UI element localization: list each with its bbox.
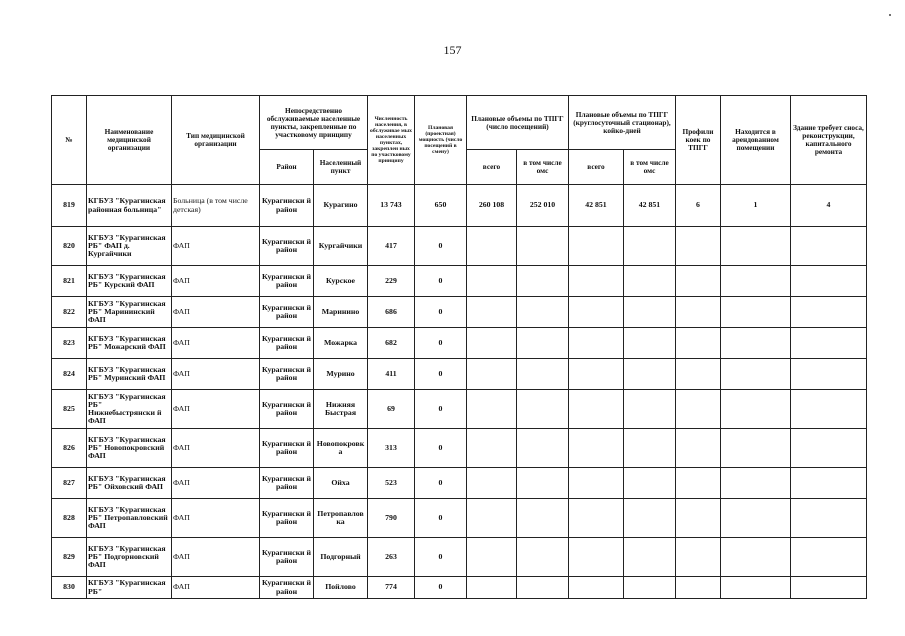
row-rented: 1 (721, 185, 791, 227)
row-repair (791, 538, 867, 577)
row-visits-total: 260 108 (467, 185, 517, 227)
row-district: Курагински й район (260, 328, 314, 359)
row-capacity: 0 (415, 538, 467, 577)
row-settlement: Курское (314, 266, 368, 297)
table-row (52, 429, 867, 468)
row-number: 819 (52, 185, 87, 227)
row-repair (791, 328, 867, 359)
row-population: 790 (368, 499, 415, 538)
table-row (52, 499, 867, 538)
row-beds-total (569, 499, 624, 538)
header-capacity: Плановая (проектная) мощность (число посещений в смену) (415, 96, 467, 185)
row-capacity: 0 (415, 359, 467, 390)
row-beds-oms (624, 538, 676, 577)
header-rented: Находится в арендованном помещении (721, 96, 791, 185)
row-profile (676, 359, 721, 390)
row-beds-total (569, 538, 624, 577)
page-number: 157 (443, 43, 462, 57)
table-row (52, 390, 867, 429)
row-population: 686 (368, 297, 415, 328)
header-group-tpgg-visits: Плановые объемы по ТПГГ (число посещений) (467, 96, 569, 150)
row-rented (721, 328, 791, 359)
row-beds-oms (624, 499, 676, 538)
row-population: 682 (368, 328, 415, 359)
table-row (52, 297, 867, 328)
row-number: 827 (52, 468, 87, 499)
row-type: ФАП (172, 266, 260, 297)
row-district: Курагински й район (260, 538, 314, 577)
row-rented (721, 538, 791, 577)
row-settlement: Петропавлов ка (314, 499, 368, 538)
row-type: Больница (в том числе детская) (172, 185, 260, 227)
header-district: Район (260, 150, 314, 185)
row-org-name: КГБУЗ "Курагинская РБ" (87, 577, 172, 599)
row-type: ФАП (172, 577, 260, 599)
facilities-table (51, 95, 867, 599)
row-population: 229 (368, 266, 415, 297)
row-org-name: КГБУЗ "Курагинская РБ" Подгорновский ФАП (87, 538, 172, 577)
row-district: Курагински й район (260, 266, 314, 297)
row-visits-total (467, 538, 517, 577)
row-type: ФАП (172, 359, 260, 390)
row-capacity: 0 (415, 468, 467, 499)
row-repair (791, 577, 867, 599)
row-settlement: Ойха (314, 468, 368, 499)
row-org-name: КГБУЗ "Курагинская районная больница" (87, 185, 172, 227)
row-beds-total (569, 328, 624, 359)
row-type: ФАП (172, 499, 260, 538)
table-row (52, 328, 867, 359)
row-visits-oms (517, 266, 569, 297)
row-profile (676, 429, 721, 468)
row-beds-total (569, 390, 624, 429)
row-org-name: КГБУЗ "Курагинская РБ" Можарский ФАП (87, 328, 172, 359)
row-district: Курагински й район (260, 499, 314, 538)
table-row (52, 185, 867, 227)
row-visits-oms (517, 359, 569, 390)
row-settlement: Курагино (314, 185, 368, 227)
row-beds-oms (624, 359, 676, 390)
row-visits-oms (517, 297, 569, 328)
row-district: Курагински й район (260, 297, 314, 328)
row-number: 829 (52, 538, 87, 577)
row-type: ФАП (172, 390, 260, 429)
row-capacity: 0 (415, 429, 467, 468)
row-org-name: КГБУЗ "Курагинская РБ" Марининский ФАП (87, 297, 172, 328)
row-rented (721, 266, 791, 297)
row-beds-oms (624, 577, 676, 599)
row-beds-oms (624, 266, 676, 297)
row-rented (721, 499, 791, 538)
row-repair (791, 297, 867, 328)
header-org: Наименование медицинской организации (87, 96, 172, 185)
row-rented (721, 468, 791, 499)
row-settlement: Мурино (314, 359, 368, 390)
row-beds-total (569, 468, 624, 499)
row-profile: 6 (676, 185, 721, 227)
row-settlement: Можарка (314, 328, 368, 359)
row-rented (721, 390, 791, 429)
row-district: Курагински й район (260, 468, 314, 499)
row-beds-total (569, 297, 624, 328)
row-settlement: Пойлово (314, 577, 368, 599)
row-visits-oms (517, 390, 569, 429)
row-visits-total (467, 328, 517, 359)
header-population: Численность населения, в обслуживае мых населенных пунктах, закреплен ных по участковому принципу (368, 96, 415, 185)
row-org-name: КГБУЗ "Курагинская РБ" Петропавловский ФАП (87, 499, 172, 538)
header-num: № (52, 96, 87, 185)
row-district: Курагински й район (260, 227, 314, 266)
row-population: 69 (368, 390, 415, 429)
corner-mark (889, 14, 891, 16)
row-rented (721, 297, 791, 328)
row-district: Курагински й район (260, 185, 314, 227)
row-rented (721, 429, 791, 468)
row-org-name: КГБУЗ "Курагинская РБ" Ойховский ФАП (87, 468, 172, 499)
row-district: Курагински й район (260, 429, 314, 468)
row-settlement: Маринино (314, 297, 368, 328)
row-profile (676, 297, 721, 328)
row-type: ФАП (172, 297, 260, 328)
row-visits-total (467, 577, 517, 599)
row-settlement: Подгорный (314, 538, 368, 577)
row-profile (676, 577, 721, 599)
row-org-name: КГБУЗ "Курагинская РБ" ФАП д. Кургайчики (87, 227, 172, 266)
row-visits-total (467, 227, 517, 266)
table-row (52, 227, 867, 266)
row-repair (791, 390, 867, 429)
row-type: ФАП (172, 429, 260, 468)
row-repair (791, 359, 867, 390)
row-settlement: Нижняя Быстрая (314, 390, 368, 429)
row-visits-total (467, 468, 517, 499)
row-beds-oms (624, 429, 676, 468)
row-population: 774 (368, 577, 415, 599)
row-capacity: 0 (415, 227, 467, 266)
row-profile (676, 468, 721, 499)
row-district: Курагински й район (260, 359, 314, 390)
row-rented (721, 359, 791, 390)
row-population: 263 (368, 538, 415, 577)
row-profile (676, 328, 721, 359)
header-group-points: Непосредственно обслуживаемые населенные пункты, закрепленные по участковому принципу (260, 96, 368, 150)
row-visits-oms: 252 010 (517, 185, 569, 227)
row-rented (721, 227, 791, 266)
row-settlement: Кургайчики (314, 227, 368, 266)
row-population: 417 (368, 227, 415, 266)
header-visits-total: всего (467, 150, 517, 185)
row-rented (721, 577, 791, 599)
row-org-name: КГБУЗ "Курагинская РБ" Курский ФАП (87, 266, 172, 297)
row-profile (676, 538, 721, 577)
row-number: 828 (52, 499, 87, 538)
row-repair: 4 (791, 185, 867, 227)
row-visits-oms (517, 577, 569, 599)
row-capacity: 0 (415, 499, 467, 538)
table-body (52, 185, 867, 599)
row-number: 821 (52, 266, 87, 297)
row-org-name: КГБУЗ "Курагинская РБ" Новопокровский ФАП (87, 429, 172, 468)
row-beds-total (569, 227, 624, 266)
row-capacity: 0 (415, 297, 467, 328)
row-visits-oms (517, 468, 569, 499)
row-capacity: 0 (415, 328, 467, 359)
header-beds-oms: в том числе омс (624, 150, 676, 185)
row-type: ФАП (172, 468, 260, 499)
row-profile (676, 266, 721, 297)
row-capacity: 650 (415, 185, 467, 227)
row-visits-total (467, 297, 517, 328)
row-population: 13 743 (368, 185, 415, 227)
row-repair (791, 468, 867, 499)
row-number: 823 (52, 328, 87, 359)
row-capacity: 0 (415, 577, 467, 599)
table-row (52, 468, 867, 499)
row-beds-oms (624, 227, 676, 266)
row-capacity: 0 (415, 266, 467, 297)
header-type: Тип медицинской организации (172, 96, 260, 185)
row-repair (791, 227, 867, 266)
row-district: Курагински й район (260, 390, 314, 429)
row-beds-total (569, 266, 624, 297)
row-number: 820 (52, 227, 87, 266)
row-beds-oms (624, 297, 676, 328)
row-visits-total (467, 390, 517, 429)
row-profile (676, 499, 721, 538)
row-visits-oms (517, 538, 569, 577)
row-number: 825 (52, 390, 87, 429)
row-beds-oms (624, 468, 676, 499)
header-settlement: Населенный пункт (314, 150, 368, 185)
row-beds-total: 42 851 (569, 185, 624, 227)
row-repair (791, 429, 867, 468)
row-visits-oms (517, 429, 569, 468)
row-number: 824 (52, 359, 87, 390)
table-row (52, 266, 867, 297)
header-beds-total: всего (569, 150, 624, 185)
header-group-tpgg-beds: Плановые объемы по ТПГГ (круглосуточный стационар), койко-дней (569, 96, 676, 150)
row-beds-total (569, 577, 624, 599)
row-org-name: КГБУЗ "Курагинская РБ" Муринский ФАП (87, 359, 172, 390)
row-beds-oms (624, 390, 676, 429)
table-row (52, 577, 867, 599)
row-repair (791, 499, 867, 538)
header-visits-oms: в том числе омс (517, 150, 569, 185)
row-type: ФАП (172, 227, 260, 266)
row-population: 313 (368, 429, 415, 468)
row-visits-total (467, 266, 517, 297)
table-row (52, 538, 867, 577)
header-profile-beds: Профили коек по ТПГГ (676, 96, 721, 185)
row-visits-oms (517, 499, 569, 538)
row-visits-total (467, 359, 517, 390)
row-beds-oms: 42 851 (624, 185, 676, 227)
row-settlement: Новопокровк а (314, 429, 368, 468)
row-number: 830 (52, 577, 87, 599)
row-capacity: 0 (415, 390, 467, 429)
row-population: 411 (368, 359, 415, 390)
row-profile (676, 390, 721, 429)
row-org-name: КГБУЗ "Курагинская РБ" Нижнебыстрянски й ФАП (87, 390, 172, 429)
row-profile (676, 227, 721, 266)
row-number: 822 (52, 297, 87, 328)
row-beds-oms (624, 328, 676, 359)
row-visits-oms (517, 328, 569, 359)
header-repair: Здание требует сноса, реконструкции, капитального ремонта (791, 96, 867, 185)
row-visits-total (467, 429, 517, 468)
row-type: ФАП (172, 328, 260, 359)
row-district: Курагински й район (260, 577, 314, 599)
row-type: ФАП (172, 538, 260, 577)
row-visits-total (467, 499, 517, 538)
row-beds-total (569, 359, 624, 390)
row-population: 523 (368, 468, 415, 499)
row-visits-oms (517, 227, 569, 266)
table-row (52, 359, 867, 390)
row-number: 826 (52, 429, 87, 468)
row-repair (791, 266, 867, 297)
row-beds-total (569, 429, 624, 468)
